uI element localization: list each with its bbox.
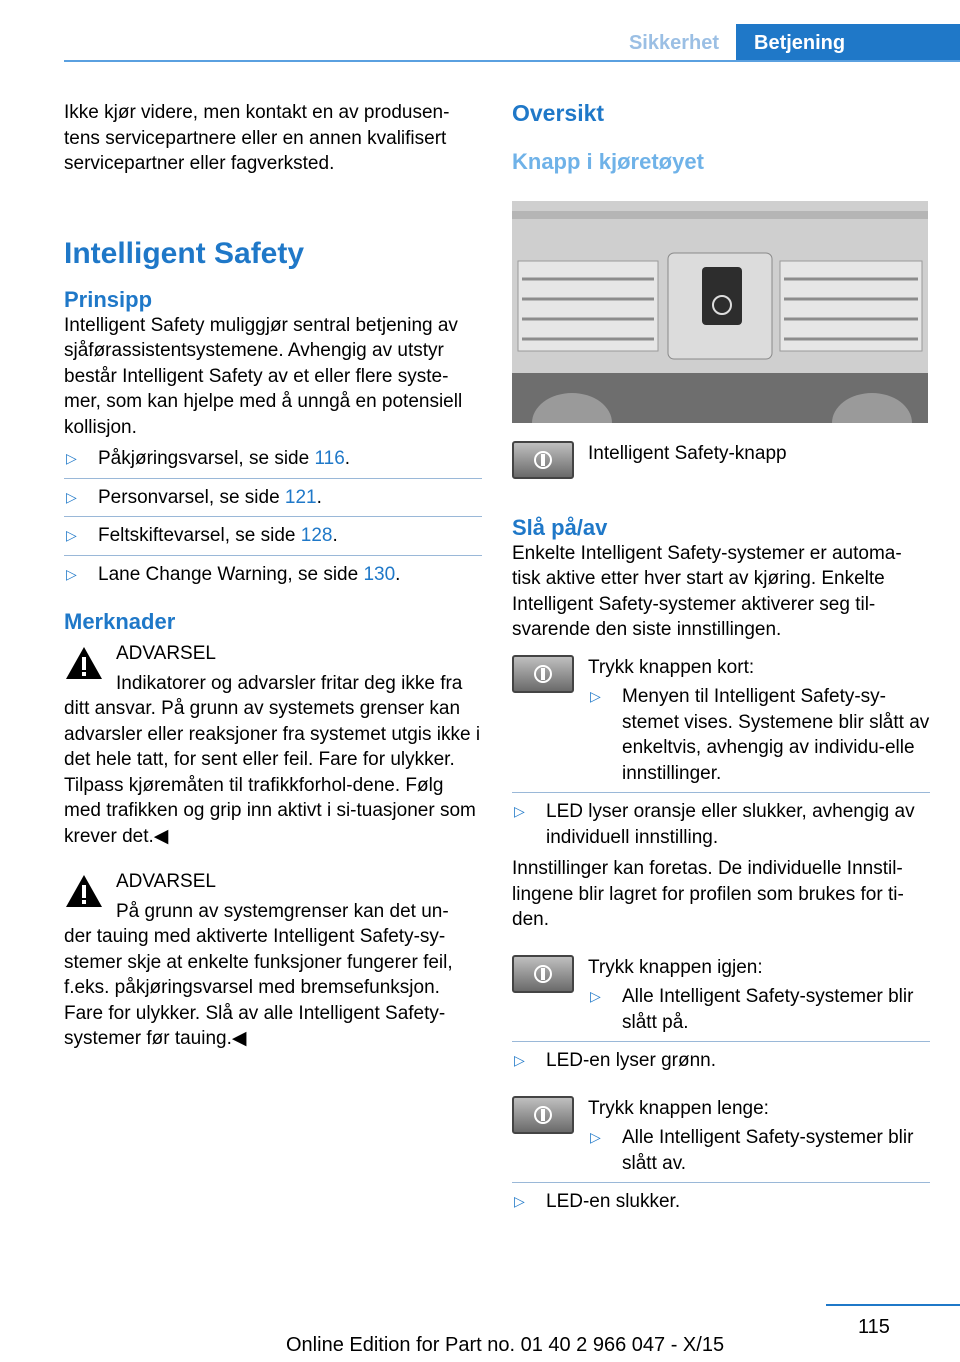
left-column xyxy=(64,100,482,1052)
divider xyxy=(64,555,482,556)
button-subheading: Knapp i kjøretøyet xyxy=(512,149,704,174)
intro-text: Ikke kjør videre, men kontakt en av produsen-tens servicepartnere eller en annen kvalifisert servicepartner eller fagverksted. xyxy=(64,102,450,174)
list-item: ▷ Menyen til Intelligent Safety-sy-stemet vises. Systemene blir slått av enkeltvis, avhengig av individu-elle innstillinger. xyxy=(590,686,930,784)
long-press-text: Trykk knappen lenge: xyxy=(588,1097,769,1119)
section-title: Intelligent Safety xyxy=(64,236,305,270)
settings-text: Innstillinger kan foretas. De individuelle Innstil-lingene blir lagret for profilen som brukes for ti-den. xyxy=(512,858,904,930)
triangle-bullet-icon: ▷ xyxy=(514,1052,525,1068)
triangle-bullet-icon: ▷ xyxy=(66,488,77,505)
short-press-block xyxy=(512,655,930,787)
tab-sikkerhet[interactable]: Sikkerhet xyxy=(628,32,720,54)
again-press-sublist xyxy=(588,984,930,1035)
warning-label: ADVARSEL xyxy=(116,871,216,892)
page-number: 115 xyxy=(858,1316,890,1338)
list-item: ▷ Påkjøringsvarsel, se side 116. xyxy=(64,446,482,472)
onoff-heading: Slå på/av xyxy=(512,514,608,540)
page-link[interactable]: 116 xyxy=(314,448,345,469)
triangle-bullet-icon: ▷ xyxy=(514,803,525,819)
notes-heading: Merknader xyxy=(64,609,176,634)
triangle-bullet-icon: ▷ xyxy=(66,565,77,582)
warning-text: ditt ansvar. På grunn av systemets grenser kan advarsler eller reaksjoner fra systemet utgis ikke i det hele tatt, for sent eller feil. Fare for ulykker. Tilpass kjøremåten til trafikkforhol-dene. Følg med trafikken og grip inn aktivt i si-tuasjoner som krever det.◀ xyxy=(64,698,481,847)
short-press-led xyxy=(512,799,930,850)
again-press-block xyxy=(512,955,930,1036)
warning-text-first: Indikatorer og advarsler fritar deg ikke fra xyxy=(116,672,463,694)
triangle-bullet-icon: ▷ xyxy=(590,1129,601,1145)
footer-rule xyxy=(826,1304,960,1306)
triangle-bullet-icon: ▷ xyxy=(514,1193,525,1209)
triangle-bullet-icon: ▷ xyxy=(590,988,601,1004)
list-item: ▷ Lane Change Warning, se side 130. xyxy=(64,562,482,588)
triangle-bullet-icon: ▷ xyxy=(66,450,77,466)
list-item: ▷ Personvarsel, se side 121. xyxy=(64,485,482,511)
warning-text: der tauing med aktiverte Intelligent Safety-sy-stemer skje at enkelte funksjoner fungerer feil, f.eks. påkjøringsvarsel med bremsefunksjon. Fare for ulykker. Slå av alle Intelligent Safety-systemer før tauing.◀ xyxy=(64,926,453,1049)
short-press-sublist xyxy=(588,684,930,786)
intelligent-safety-button-icon xyxy=(512,441,574,479)
short-press-text: Trykk knappen kort: xyxy=(588,656,755,678)
header-rule xyxy=(64,60,960,62)
list-item: ▷ LED-en lyser grønn. xyxy=(512,1048,930,1074)
tab-betjening[interactable]: Betjening xyxy=(736,24,960,62)
triangle-bullet-icon: ▷ xyxy=(590,688,601,704)
divider xyxy=(512,1182,930,1183)
list-item: ▷ Alle Intelligent Safety-systemer blir slått av. xyxy=(590,1127,914,1174)
button-legend xyxy=(512,441,930,481)
principle-heading: Prinsipp xyxy=(64,286,153,312)
dashboard-photo xyxy=(512,201,928,423)
intelligent-safety-button-icon xyxy=(512,955,574,993)
principle-text: Intelligent Safety muliggjør sentral betjening av sjåførassistentsystemene. Avhengig av utstyr består Intelligent Safety av et eller flere syste-mer, som kan hjelpe med å unngå en potensiell kollisjon. xyxy=(64,314,463,438)
divider xyxy=(64,478,482,479)
divider xyxy=(512,1041,930,1042)
overview-heading: Oversikt xyxy=(512,100,605,126)
warning-label: ADVARSEL xyxy=(116,643,216,664)
long-press-block xyxy=(512,1096,930,1177)
intelligent-safety-button-icon xyxy=(512,1096,574,1134)
page-link[interactable]: 128 xyxy=(300,525,333,546)
list-item: ▷ LED-en slukker. xyxy=(512,1189,930,1215)
long-press-led xyxy=(512,1189,930,1215)
vent-illustration xyxy=(512,201,928,423)
list-item: ▷ LED lyser oransje eller slukker, avhengig av individuell innstilling. xyxy=(514,801,915,848)
list-item: ▷ Feltskiftevarsel, se side 128. xyxy=(64,523,482,549)
again-press-led xyxy=(512,1048,930,1074)
warning-block xyxy=(64,869,482,1052)
page-link[interactable]: 130 xyxy=(363,563,396,585)
list-item: ▷ Alle Intelligent Safety-systemer blir slått på. xyxy=(590,986,914,1033)
warning-text-first: På grunn av systemgrenser kan det un- xyxy=(116,900,449,922)
intelligent-safety-button-icon xyxy=(512,655,574,693)
divider xyxy=(512,792,930,793)
button-caption: Intelligent Safety-knapp xyxy=(588,442,787,464)
divider xyxy=(64,516,482,517)
triangle-bullet-icon: ▷ xyxy=(66,527,77,543)
warning-triangle-icon xyxy=(64,645,104,681)
warning-triangle-icon xyxy=(64,873,104,909)
page-link[interactable]: 121 xyxy=(284,486,317,508)
long-press-sublist xyxy=(588,1125,930,1176)
reference-list xyxy=(64,446,482,587)
right-column xyxy=(512,100,930,1215)
again-press-text: Trykk knappen igjen: xyxy=(588,956,763,978)
onoff-text: Enkelte Intelligent Safety-systemer er automa-tisk aktive etter hver start av kjøring. Enkelte Intelligent Safety-systemer aktiverer seg til-svarende den siste innstillingen. xyxy=(512,542,902,640)
warning-block xyxy=(64,641,482,849)
edition-footer: Online Edition for Part no. 01 40 2 966 047 - X/15 xyxy=(286,1334,725,1356)
